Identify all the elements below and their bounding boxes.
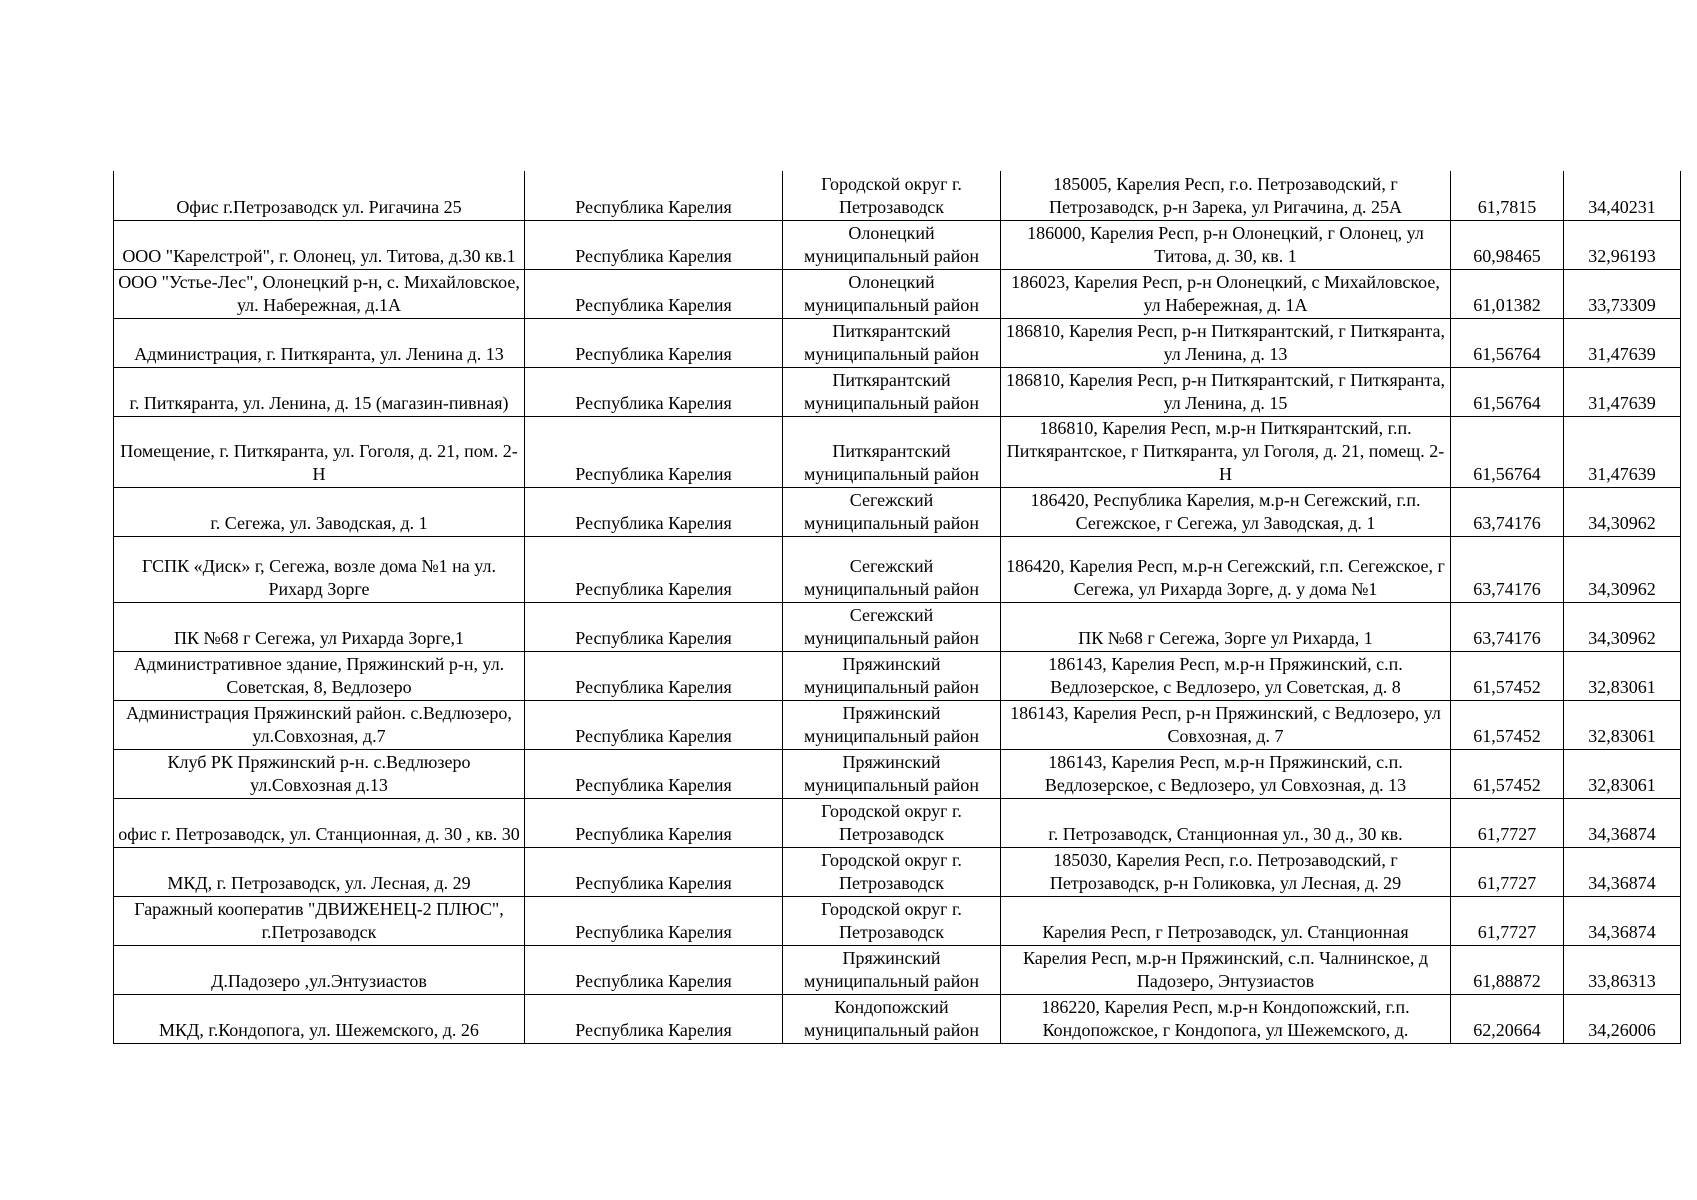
table-row — [114, 798, 1681, 847]
region-cell: Республика Карелия — [525, 798, 783, 847]
latitude-cell: 61,56764 — [1451, 416, 1564, 487]
region-cell: Республика Карелия — [525, 602, 783, 651]
table-row — [114, 994, 1681, 1043]
table-row — [114, 269, 1681, 318]
municipality-cell: Городской округ г. Петрозаводск — [783, 171, 1001, 220]
longitude-cell: 34,30962 — [1564, 602, 1681, 651]
latitude-cell: 61,57452 — [1451, 700, 1564, 749]
latitude-cell: 61,56764 — [1451, 367, 1564, 416]
longitude-cell: 32,83061 — [1564, 700, 1681, 749]
object-name-cell: ПК №68 г Сегежа, ул Рихарда Зорге,1 — [114, 602, 525, 651]
region-cell: Республика Карелия — [525, 416, 783, 487]
region-cell: Республика Карелия — [525, 945, 783, 994]
longitude-cell: 32,83061 — [1564, 749, 1681, 798]
region-cell: Республика Карелия — [525, 367, 783, 416]
municipality-cell: Питкярантский муниципальный район — [783, 416, 1001, 487]
object-name-cell: ООО "Карелстрой", г. Олонец, ул. Титова, д.30 кв.1 — [114, 220, 525, 269]
region-cell: Республика Карелия — [525, 220, 783, 269]
table-row — [114, 318, 1681, 367]
object-name-cell: МКД, г. Петрозаводск, ул. Лесная, д. 29 — [114, 847, 525, 896]
address-cell: Карелия Респ, г Петрозаводск, ул. Станционная — [1001, 896, 1451, 945]
region-cell: Республика Карелия — [525, 269, 783, 318]
object-name-cell: Административное здание, Пряжинский р-н, ул. Советская, 8, Ведлозеро — [114, 651, 525, 700]
region-cell: Республика Карелия — [525, 171, 783, 220]
address-cell: 186810, Карелия Респ, р-н Питкярантский, г Питкяранта, ул Ленина, д. 15 — [1001, 367, 1451, 416]
table-row — [114, 847, 1681, 896]
longitude-cell: 34,36874 — [1564, 798, 1681, 847]
table-row — [114, 945, 1681, 994]
address-cell: г. Петрозаводск, Станционная ул., 30 д., 30 кв. — [1001, 798, 1451, 847]
region-cell: Республика Карелия — [525, 847, 783, 896]
longitude-cell: 31,47639 — [1564, 416, 1681, 487]
municipality-cell: Пряжинский муниципальный район — [783, 945, 1001, 994]
object-name-cell: Помещение, г. Питкяранта, ул. Гоголя, д. 21, пом. 2-Н — [114, 416, 525, 487]
table-row — [114, 602, 1681, 651]
latitude-cell: 61,7727 — [1451, 847, 1564, 896]
region-cell: Республика Карелия — [525, 896, 783, 945]
table-row — [114, 171, 1681, 220]
latitude-cell: 63,74176 — [1451, 536, 1564, 602]
table-row — [114, 896, 1681, 945]
address-cell: Карелия Респ, м.р-н Пряжинский, с.п. Чалнинское, д Падозеро, Энтузиастов — [1001, 945, 1451, 994]
region-cell: Республика Карелия — [525, 651, 783, 700]
municipality-cell: Пряжинский муниципальный район — [783, 651, 1001, 700]
latitude-cell: 62,20664 — [1451, 994, 1564, 1043]
latitude-cell: 61,56764 — [1451, 318, 1564, 367]
municipality-cell: Олонецкий муниципальный район — [783, 269, 1001, 318]
latitude-cell: 61,01382 — [1451, 269, 1564, 318]
longitude-cell: 31,47639 — [1564, 367, 1681, 416]
table-row — [114, 487, 1681, 536]
registry-table — [113, 171, 1681, 1044]
address-cell: 185030, Карелия Респ, г.о. Петрозаводский, г Петрозаводск, р-н Голиковка, ул Лесная, д. 29 — [1001, 847, 1451, 896]
object-name-cell: ООО "Устье-Лес", Олонецкий р-н, с. Михайловское, ул. Набережная, д.1А — [114, 269, 525, 318]
region-cell: Республика Карелия — [525, 536, 783, 602]
longitude-cell: 34,30962 — [1564, 536, 1681, 602]
address-cell: 186220, Карелия Респ, м.р-н Кондопожский, г.п. Кондопожское, г Кондопога, ул Шежемского, д. — [1001, 994, 1451, 1043]
municipality-cell: Сегежский муниципальный район — [783, 536, 1001, 602]
address-cell: 186143, Карелия Респ, м.р-н Пряжинский, с.п. Ведлозерское, с Ведлозеро, ул Совхозная, д. 13 — [1001, 749, 1451, 798]
longitude-cell: 33,73309 — [1564, 269, 1681, 318]
table-row — [114, 749, 1681, 798]
address-cell: 186143, Карелия Респ, м.р-н Пряжинский, с.п. Ведлозерское, с Ведлозеро, ул Советская, д. 8 — [1001, 651, 1451, 700]
municipality-cell: Сегежский муниципальный район — [783, 602, 1001, 651]
table-row — [114, 536, 1681, 602]
latitude-cell: 61,7727 — [1451, 896, 1564, 945]
longitude-cell: 32,83061 — [1564, 651, 1681, 700]
table-row — [114, 220, 1681, 269]
object-name-cell: МКД, г.Кондопога, ул. Шежемского, д. 26 — [114, 994, 525, 1043]
registry-table-body — [114, 171, 1681, 1043]
latitude-cell: 61,88872 — [1451, 945, 1564, 994]
object-name-cell: Офис г.Петрозаводск ул. Ригачина 25 — [114, 171, 525, 220]
address-cell: ПК №68 г Сегежа, Зорге ул Рихарда, 1 — [1001, 602, 1451, 651]
longitude-cell: 34,40231 — [1564, 171, 1681, 220]
region-cell: Республика Карелия — [525, 487, 783, 536]
municipality-cell: Пряжинский муниципальный район — [783, 700, 1001, 749]
latitude-cell: 61,57452 — [1451, 749, 1564, 798]
address-cell: 186420, Республика Карелия, м.р-н Сегежский, г.п. Сегежское, г Сегежа, ул Заводская, д. 1 — [1001, 487, 1451, 536]
registry-sheet — [113, 171, 1681, 1044]
address-cell: 185005, Карелия Респ, г.о. Петрозаводский, г Петрозаводск, р-н Зарека, ул Ригачина, д. 25А — [1001, 171, 1451, 220]
object-name-cell: Гаражный кооператив "ДВИЖЕНЕЦ-2 ПЛЮС", г.Петрозаводск — [114, 896, 525, 945]
object-name-cell: г. Питкяранта, ул. Ленина, д. 15 (магазин-пивная) — [114, 367, 525, 416]
longitude-cell: 34,36874 — [1564, 896, 1681, 945]
longitude-cell: 34,36874 — [1564, 847, 1681, 896]
object-name-cell: г. Сегежа, ул. Заводская, д. 1 — [114, 487, 525, 536]
table-row — [114, 700, 1681, 749]
address-cell: 186810, Карелия Респ, р-н Питкярантский, г Питкяранта, ул Ленина, д. 13 — [1001, 318, 1451, 367]
object-name-cell: офис г. Петрозаводск, ул. Станционная, д. 30 , кв. 30 — [114, 798, 525, 847]
address-cell: 186810, Карелия Респ, м.р-н Питкярантский, г.п. Питкярантское, г Питкяранта, ул Гоголя, д. 21, помещ. 2-Н — [1001, 416, 1451, 487]
latitude-cell: 60,98465 — [1451, 220, 1564, 269]
object-name-cell: Администрация Пряжинский район. с.Ведлюзеро, ул.Совхозная, д.7 — [114, 700, 525, 749]
latitude-cell: 61,57452 — [1451, 651, 1564, 700]
object-name-cell: Администрация, г. Питкяранта, ул. Ленина д. 13 — [114, 318, 525, 367]
region-cell: Республика Карелия — [525, 318, 783, 367]
object-name-cell: Клуб РК Пряжинский р-н. с.Ведлюзеро ул.Совхозная д.13 — [114, 749, 525, 798]
municipality-cell: Городской округ г. Петрозаводск — [783, 798, 1001, 847]
latitude-cell: 63,74176 — [1451, 487, 1564, 536]
object-name-cell: ГСПК «Диск» г, Сегежа, возле дома №1 на ул. Рихард Зорге — [114, 536, 525, 602]
address-cell: 186000, Карелия Респ, р-н Олонецкий, г Олонец, ул Титова, д. 30, кв. 1 — [1001, 220, 1451, 269]
table-row — [114, 367, 1681, 416]
object-name-cell: Д.Падозеро ,ул.Энтузиастов — [114, 945, 525, 994]
region-cell: Республика Карелия — [525, 994, 783, 1043]
latitude-cell: 61,7815 — [1451, 171, 1564, 220]
municipality-cell: Питкярантский муниципальный район — [783, 318, 1001, 367]
address-cell: 186143, Карелия Респ, р-н Пряжинский, с Ведлозеро, ул Совхозная, д. 7 — [1001, 700, 1451, 749]
longitude-cell: 32,96193 — [1564, 220, 1681, 269]
table-row — [114, 651, 1681, 700]
municipality-cell: Городской округ г. Петрозаводск — [783, 896, 1001, 945]
address-cell: 186420, Карелия Респ, м.р-н Сегежский, г.п. Сегежское, г Сегежа, ул Рихарда Зорге, д. у дома №1 — [1001, 536, 1451, 602]
address-cell: 186023, Карелия Респ, р-н Олонецкий, с Михайловское, ул Набережная, д. 1А — [1001, 269, 1451, 318]
latitude-cell: 63,74176 — [1451, 602, 1564, 651]
municipality-cell: Городской округ г. Петрозаводск — [783, 847, 1001, 896]
region-cell: Республика Карелия — [525, 700, 783, 749]
longitude-cell: 31,47639 — [1564, 318, 1681, 367]
municipality-cell: Кондопожский муниципальный район — [783, 994, 1001, 1043]
longitude-cell: 33,86313 — [1564, 945, 1681, 994]
table-row — [114, 416, 1681, 487]
region-cell: Республика Карелия — [525, 749, 783, 798]
municipality-cell: Пряжинский муниципальный район — [783, 749, 1001, 798]
municipality-cell: Питкярантский муниципальный район — [783, 367, 1001, 416]
longitude-cell: 34,26006 — [1564, 994, 1681, 1043]
latitude-cell: 61,7727 — [1451, 798, 1564, 847]
longitude-cell: 34,30962 — [1564, 487, 1681, 536]
municipality-cell: Олонецкий муниципальный район — [783, 220, 1001, 269]
municipality-cell: Сегежский муниципальный район — [783, 487, 1001, 536]
